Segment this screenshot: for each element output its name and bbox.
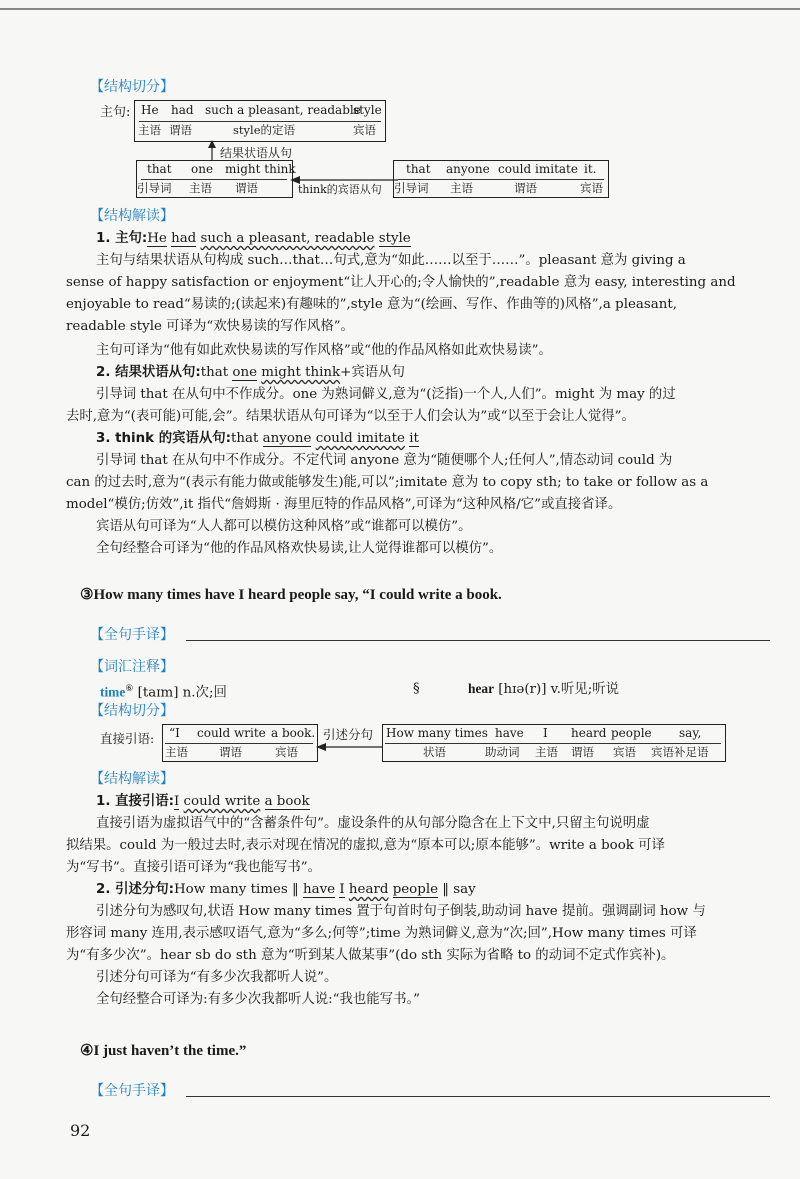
word-it: it. bbox=[584, 162, 597, 176]
role-predicate: 谓语 bbox=[169, 123, 192, 137]
role-introducer-1: 引导词 bbox=[137, 181, 172, 195]
role-predicate-2: 谓语 bbox=[235, 181, 258, 195]
role-adverbial: 状语 bbox=[423, 745, 446, 759]
word-could-write: could write bbox=[197, 726, 266, 740]
s3-paragraph-4: 全句经整合可译为:有多少次我都听人说:“我也能写书。” bbox=[96, 992, 420, 1007]
s3-paragraph-1: 直接引语为虚拟语气中的“含蓄条件句”。虚设条件的从句部分隐含在上下文中,只留主句说明虚 拟结果。could 为一般过去时,表示对现在情况的虚拟,意为“原本可以;原本能够”。write a book 可译 为“写书”。直接引语可译为“我也能写书”。 bbox=[66, 816, 665, 875]
word-quote-i: “I bbox=[169, 726, 180, 740]
role-subject-2: 主语 bbox=[189, 181, 212, 195]
word-he: He bbox=[141, 103, 159, 117]
word-style: style bbox=[353, 103, 382, 117]
sentence-3: ③How many times have I heard people say, “I could write a book. bbox=[80, 587, 502, 603]
vocab-hear: hear [hɪə(r)] v.听见;听说 bbox=[468, 681, 619, 697]
word-one: one bbox=[191, 162, 214, 176]
reporting-clause-label: 引述分句 bbox=[323, 727, 374, 742]
role-auxiliary: 助动词 bbox=[485, 745, 520, 759]
vocab-time: time⑥ [taɪm] n.次;回 bbox=[100, 684, 227, 701]
full-translation-label-4: 【全句手译】 bbox=[90, 1083, 174, 1099]
structure-analysis-label-3: 【结构解读】 bbox=[90, 771, 174, 787]
s1-paragraph-4: 引导词 that 在从句中不作成分。不定代词 anyone 意为“随便哪个人;任何人”,情态动词 could 为 can 的过去时,意为“(表示有能力做或能够发生)能,可以”;imitate 意为 to copy sth; to take or follow as a model“模仿;仿效”,it 指代“詹姆斯 · 海里厄特的作品风格”,可译为“这种风格/它”或直接省译。 bbox=[66, 453, 709, 512]
vocab-notes-label: 【词汇注释】 bbox=[90, 659, 174, 675]
s1-heading-3: 3. think 的宾语从句:that anyone could imitate it bbox=[96, 431, 419, 446]
role-subject: 主语 bbox=[138, 123, 161, 137]
s1-heading-1: 1. 主句:He had such a pleasant, readable style bbox=[96, 231, 411, 246]
word-heard: heard bbox=[571, 726, 607, 740]
role-predicate-4: 谓语 bbox=[219, 745, 242, 759]
word-say: say, bbox=[679, 726, 702, 740]
role-subject-4: 主语 bbox=[165, 745, 188, 759]
word-that-2: that bbox=[406, 162, 431, 176]
role-subject-3: 主语 bbox=[450, 181, 473, 195]
word-had: had bbox=[171, 103, 194, 117]
s1-paragraph-5: 宾语从句可译为“人人都可以模仿这种风格”或“谁都可以模仿”。 bbox=[96, 519, 472, 534]
s1-paragraph-6: 全句经整合可译为“他的作品风格欢快易读,让人觉得谁都可以模仿”。 bbox=[96, 541, 503, 556]
translation-blank-4[interactable] bbox=[186, 1096, 770, 1097]
word-anyone: anyone bbox=[446, 162, 490, 176]
result-clause-box bbox=[136, 160, 296, 198]
word-might-think: might think bbox=[225, 162, 296, 176]
reporting-clause-box bbox=[382, 724, 726, 762]
word-people: people bbox=[611, 726, 652, 740]
s1-paragraph-1: 主句与结果状语从句构成 such…that…句式,意为“如此……以至于……”。pleasant 意为 giving a sense of happy satisfaction or enjoyment“让人开心的;令人愉快的”,readable 意为 easy, interesting and enjoyable to read“易读的;(读起来)有趣味的”,style 意为“(绘画、写作、作曲等的)风格”,a pleasant, readable style 可译为“欢快易读的写作风格”。 bbox=[66, 253, 736, 334]
word-such-pleasant: such a pleasant, readable bbox=[205, 103, 361, 117]
s3-paragraph-2: 引述分句为感叹句,状语 How many times 置于句首时句子倒装,助动词 have 提前。强调副词 how 与 形容词 many 连用,表示感叹语气,意为“多么;何等”;time 为熟词僻义,意为“次;回”,How many times 可译 为“有多少次”。hear sb do sth 意为“听到某人做某事”(do sth 实际为省略 to 的动词不定式作宾补)。 bbox=[66, 904, 706, 963]
object-clause-label: think的宾语从句 bbox=[298, 183, 382, 196]
role-object: 宾语 bbox=[353, 123, 376, 137]
main-clause-box bbox=[134, 100, 386, 142]
structure-analysis-label-1: 【结构解读】 bbox=[90, 208, 174, 224]
vocab-separator: § bbox=[413, 681, 420, 696]
structure-split-label-1: 【结构切分】 bbox=[90, 79, 174, 95]
translation-blank-3[interactable] bbox=[186, 640, 770, 641]
s3-paragraph-3: 引述分句可译为“有多少次我都听人说”。 bbox=[96, 970, 338, 985]
role-introducer-2: 引导词 bbox=[394, 181, 429, 195]
sentence-4: ④I just haven’t the time.” bbox=[80, 1043, 247, 1059]
word-that-1: that bbox=[147, 162, 172, 176]
result-clause-label: 结果状语从句 bbox=[220, 146, 293, 160]
object-clause-box bbox=[393, 160, 609, 198]
top-rule bbox=[0, 8, 800, 10]
direct-quote-label: 直接引语: bbox=[100, 731, 155, 746]
role-subject-5: 主语 bbox=[535, 745, 558, 759]
page-number: 92 bbox=[70, 1121, 91, 1140]
s3-heading-1: 1. 直接引语:I could write a book bbox=[96, 794, 310, 809]
role-complement: 宾语补足语 bbox=[651, 745, 709, 759]
role-object-5: 宾语 bbox=[613, 745, 636, 759]
word-have: have bbox=[495, 726, 524, 740]
reporting-arrow bbox=[316, 740, 384, 754]
s3-heading-2: 2. 引述分句:How many times ‖ have I heard people ‖ say bbox=[96, 882, 476, 897]
s1-paragraph-2: 主句可译为“他有如此欢快易读的写作风格”或“他的作品风格如此欢快易读”。 bbox=[96, 343, 552, 358]
role-predicate-5: 谓语 bbox=[571, 745, 594, 759]
word-how-many-times: How many times bbox=[386, 726, 488, 740]
word-could-imitate: could imitate bbox=[498, 162, 578, 176]
role-object-4: 宾语 bbox=[275, 745, 298, 759]
direct-quote-box bbox=[162, 724, 318, 762]
main-clause-label: 主句: bbox=[100, 105, 131, 120]
full-translation-label-3: 【全句手译】 bbox=[90, 627, 174, 643]
role-object-3: 宾语 bbox=[580, 181, 603, 195]
s1-heading-2: 2. 结果状语从句:that one might think+宾语从句 bbox=[96, 365, 405, 380]
word-a-book: a book. bbox=[271, 726, 316, 740]
role-predicate-3: 谓语 bbox=[514, 181, 537, 195]
structure-split-label-3: 【结构切分】 bbox=[90, 703, 174, 719]
role-attribute: style的定语 bbox=[233, 123, 296, 137]
word-i: I bbox=[543, 726, 548, 740]
s1-paragraph-3: 引导词 that 在从句中不作成分。one 为熟词僻义,意为“(泛指)一个人,人们”。might 为 may 的过 去时,意为“(表可能)可能,会”。结果状语从句可译为“以至于人们会认为”或“以至于会让人觉得”。 bbox=[66, 387, 676, 424]
